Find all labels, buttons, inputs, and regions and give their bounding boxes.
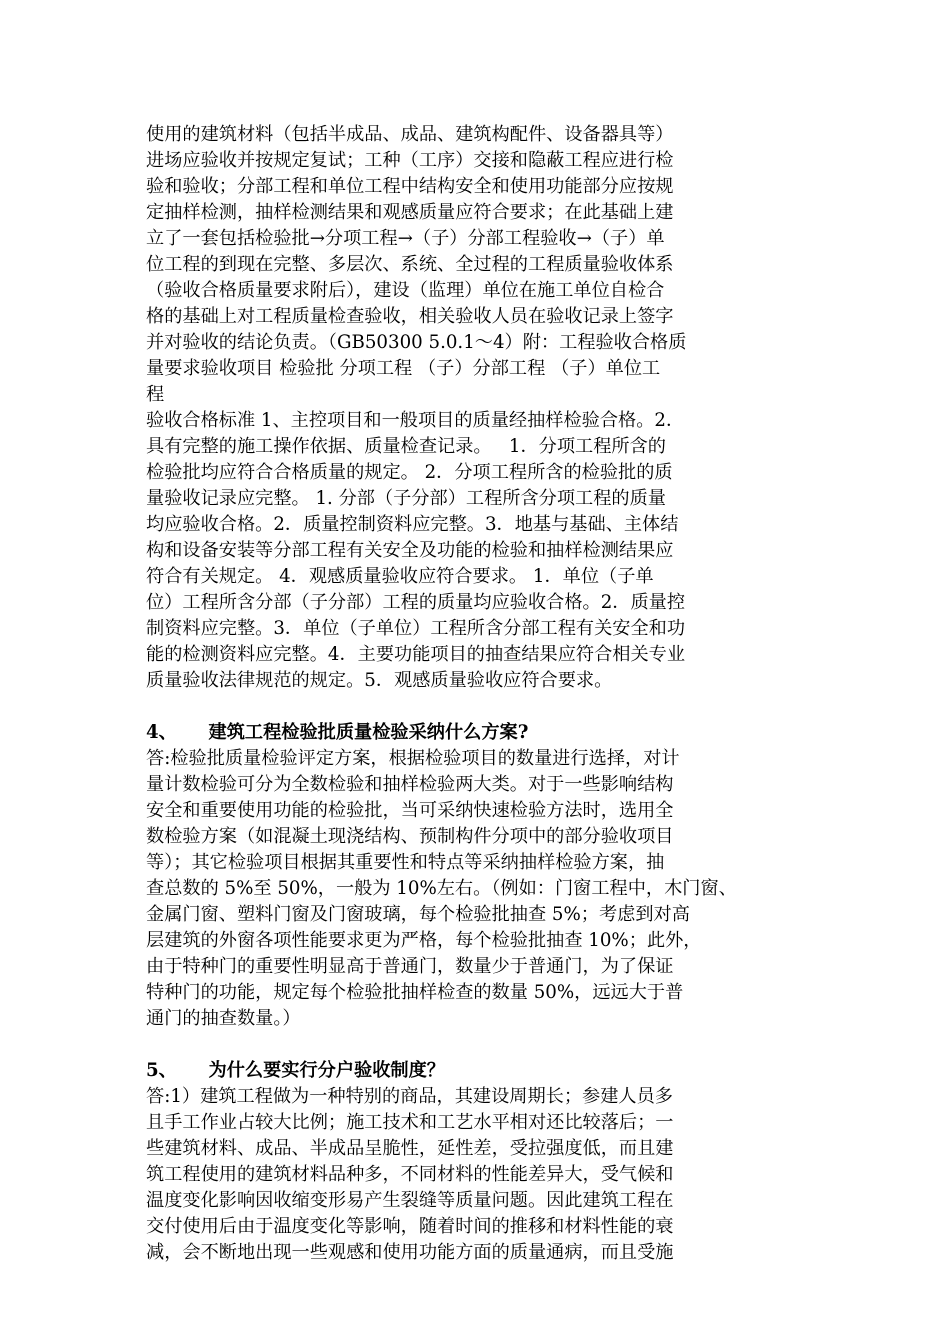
- paragraph-line: 些建筑材料、成品、半成品呈脆性，延性差，受拉强度低，而且建: [146, 1138, 674, 1159]
- paragraph-line: 通门的抽查数量。）: [146, 1008, 301, 1029]
- paragraph-line: 制资料应完整。3．单位（子单位）工程所含分部工程有关安全和功: [146, 618, 686, 639]
- paragraph-line: 数检验方案（如混凝土现浇结构、预制构件分项中的部分验收项目: [146, 826, 674, 847]
- paragraph-line: 量要求验收项目 检验批 分项工程 （子）分部工程 （子）单位工: [146, 358, 661, 379]
- spacer: [146, 694, 806, 720]
- section-4: [146, 720, 806, 1032]
- intro-section: [146, 122, 806, 694]
- section-5: [146, 1058, 806, 1266]
- paragraph-line: 层建筑的外窗各项性能要求更为严格，每个检验批抽查 10%；此外，: [146, 930, 702, 951]
- paragraph-line: 验和验收；分部工程和单位工程中结构安全和使用功能部分应按规: [146, 176, 674, 197]
- paragraph-line: 质量验收法律规范的规定。5．观感质量验收应符合要求。: [146, 670, 613, 691]
- paragraph-line: 并对验收的结论负责。（GB50300 5.0.1～4）附：工程验收合格质: [146, 332, 687, 353]
- paragraph-line: 符合有关规定。 4．观感质量验收应符合要求。 1．单位（子单: [146, 566, 654, 587]
- paragraph-line: （验收合格质量要求附后），建设（监理）单位在施工单位自检合: [146, 280, 665, 301]
- paragraph-line: 验收合格标准 1、主控项目和一般项目的质量经抽样检验合格。2．: [146, 410, 685, 431]
- paragraph-line: 使用的建筑材料（包括半成品、成品、建筑构配件、设备器具等）: [146, 124, 674, 145]
- paragraph-line: 温度变化影响因收缩变形易产生裂缝等质量问题。因此建筑工程在: [146, 1190, 674, 1211]
- paragraph-line: 构和设备安装等分部工程有关安全及功能的检验和抽样检测结果应: [146, 540, 674, 561]
- paragraph-line: 进场应验收并按规定复试；工种（工序）交接和隐蔽工程应进行检: [146, 150, 674, 171]
- paragraph-line: 定抽样检测，抽样检测结果和观感质量应符合要求；在此基础上建: [146, 202, 674, 223]
- paragraph-line: 且手工作业占较大比例；施工技术和工艺水平相对还比较落后；一: [146, 1112, 674, 1133]
- paragraph-line: 格的基础上对工程质量检查验收，相关验收人员在验收记录上签字: [146, 306, 674, 327]
- paragraph-line: 安全和重要使用功能的检验批，当可采纳快速检验方法时，选用全: [146, 800, 674, 821]
- paragraph-line: 量计数检验可分为全数检验和抽样检验两大类。对于一些影响结构: [146, 774, 674, 795]
- spacer: [146, 1032, 806, 1058]
- paragraph-line: 答:检验批质量检验评定方案，根据检验项目的数量进行选择，对计: [146, 748, 680, 769]
- paragraph-line: 立了一套包括检验批→分项工程→（子）分部工程验收→（子）单: [146, 228, 665, 249]
- paragraph-line: 筑工程使用的建筑材料品种多，不同材料的性能差异大，受气候和: [146, 1164, 674, 1185]
- paragraph-line: 量验收记录应完整。 1. 分部（子分部）工程所含分项工程的质量: [146, 488, 666, 509]
- paragraph-line: 特种门的功能，规定每个检验批抽样检查的数量 50%，远远大于普: [146, 982, 684, 1003]
- paragraph-line: 查总数的 5%至 50%，一般为 10%左右。（例如：门窗工程中，木门窗、: [146, 878, 737, 899]
- paragraph-line: 答:1）建筑工程做为一种特别的商品，其建设周期长；参建人员多: [146, 1086, 673, 1107]
- paragraph-line: 位工程的到现在完整、多层次、系统、全过程的工程质量验收体系: [146, 254, 674, 275]
- paragraph-line: 金属门窗、塑料门窗及门窗玻璃，每个检验批抽查 5%；考虑到对高: [146, 904, 690, 925]
- paragraph-line: 由于特种门的重要性明显高于普通门，数量少于普通门，为了保证: [146, 956, 674, 977]
- paragraph-line: 均应验收合格。2．质量控制资料应完整。3．地基与基础、主体结: [146, 514, 679, 535]
- paragraph-line: 位）工程所含分部（子分部）工程的质量均应验收合格。2．质量控: [146, 592, 686, 613]
- paragraph-line: 检验批均应符合合格质量的规定。 2．分项工程所含的检验批的质: [146, 462, 673, 483]
- section-heading: 5、 为什么要实行分户验收制度？: [146, 1060, 445, 1081]
- paragraph-line: 能的检测资料应完整。4．主要功能项目的抽查结果应符合相关专业: [146, 644, 686, 665]
- document-page: [146, 122, 806, 1266]
- paragraph-line: 具有完整的施工操作依据、质量检查记录。 1．分项工程所含的: [146, 436, 666, 457]
- paragraph-line: 等）；其它检验项目根据其重要性和特点等采纳抽样检验方案，抽: [146, 852, 665, 873]
- paragraph-line: 交付使用后由于温度变化等影响，随着时间的推移和材料性能的衰: [146, 1216, 674, 1237]
- paragraph-line: 减，会不断地出现一些观感和使用功能方面的质量通病，而且受施: [146, 1242, 674, 1263]
- section-heading: 4、 建筑工程检验批质量检验采纳什么方案?: [146, 722, 529, 743]
- paragraph-line: 程: [146, 384, 165, 405]
